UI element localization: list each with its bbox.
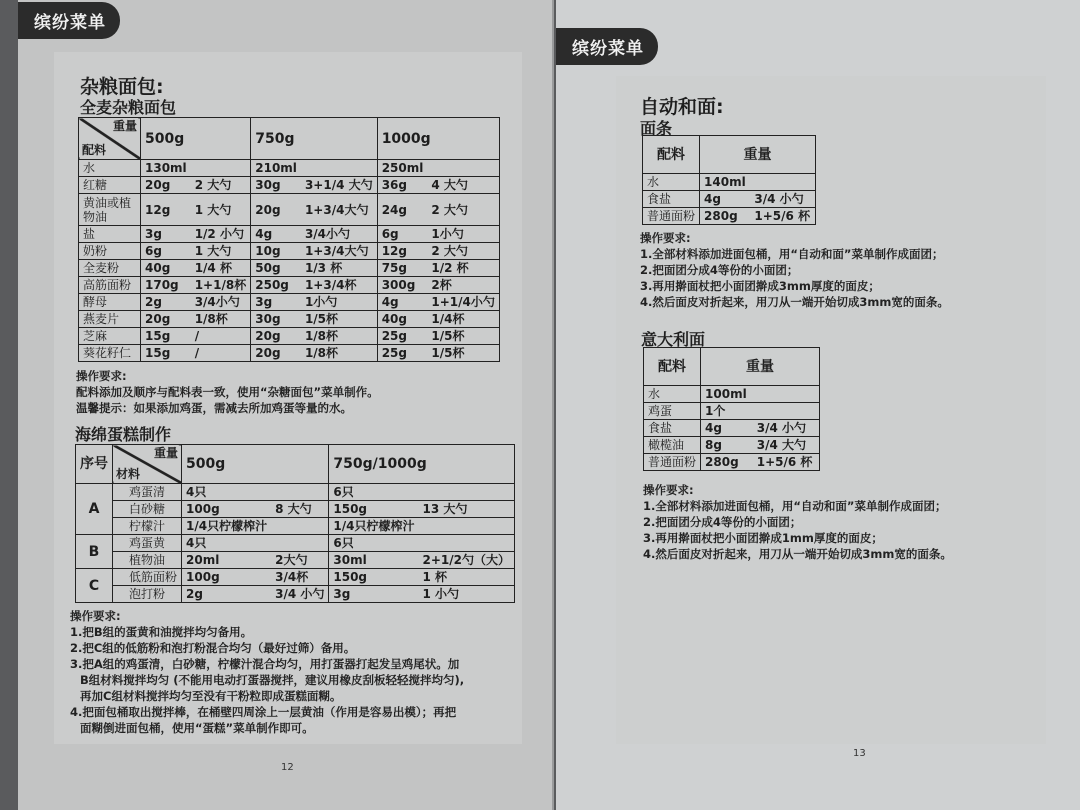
grams-cell: 130ml bbox=[141, 160, 191, 177]
grams-cell: 40g bbox=[141, 260, 191, 277]
ingredient-cell: 奶粉 bbox=[79, 243, 141, 260]
size-header: 750g/1000g bbox=[329, 445, 515, 484]
amount-cell: 1/4只柠檬榨汁 bbox=[182, 518, 272, 535]
measure-cell: 1 小勺 bbox=[418, 586, 514, 603]
bread-notes bbox=[76, 368, 379, 416]
note-line: 4.然后面皮对折起来，用刀从一端开始切成3mm宽的面条。 bbox=[640, 295, 949, 309]
spoons-cell: 2 大勺 bbox=[191, 177, 251, 194]
grams-cell: 4g bbox=[251, 226, 301, 243]
grams-cell: 20g bbox=[141, 311, 191, 328]
grams-cell: 300g bbox=[377, 277, 427, 294]
grams-cell: 30g bbox=[251, 177, 301, 194]
spoons-cell: 3/4 小勺 bbox=[750, 191, 815, 208]
size-header: 1000g bbox=[377, 118, 499, 160]
note-line: 3.再用擀面杖把小面团擀成3mm厚度的面皮； bbox=[640, 279, 880, 293]
seq-header: 序号 bbox=[76, 445, 113, 484]
ingredient-cell: 水 bbox=[79, 160, 141, 177]
bread-table bbox=[78, 117, 500, 362]
table-row bbox=[643, 191, 816, 208]
grams-cell: 6g bbox=[141, 243, 191, 260]
ingredient-cell: 酵母 bbox=[79, 294, 141, 311]
table-row bbox=[76, 569, 515, 586]
note-line: 2.把面团分成4等份的小面团； bbox=[643, 515, 802, 529]
table-row bbox=[76, 586, 515, 603]
table-row bbox=[76, 518, 515, 535]
material-cell: 植物油 bbox=[113, 552, 182, 569]
grams-cell: 2g bbox=[141, 294, 191, 311]
note-line: 配料添加及顺序与配料表一致，使用“杂糖面包”菜单制作。 bbox=[76, 385, 379, 399]
spoons-cell: 1小勺 bbox=[427, 226, 499, 243]
spoons-cell bbox=[427, 160, 499, 177]
grams-cell: 3g bbox=[141, 226, 191, 243]
grams-cell: 4g bbox=[377, 294, 427, 311]
weight-header: 重量 bbox=[701, 348, 820, 386]
size-header: 500g bbox=[141, 118, 251, 160]
grams-cell: 20g bbox=[251, 328, 301, 345]
notes-heading: 操作要求: bbox=[70, 609, 121, 623]
table-row bbox=[76, 552, 515, 569]
spoons-cell: 1+3/4大勺 bbox=[301, 243, 377, 260]
table-row bbox=[79, 345, 500, 362]
grams-cell: 15g bbox=[141, 328, 191, 345]
spoons-cell: 1/4杯 bbox=[427, 311, 499, 328]
amount-cell: 3g bbox=[329, 586, 419, 603]
table-row bbox=[79, 294, 500, 311]
grams-cell: 20g bbox=[141, 177, 191, 194]
spoons-cell: 1/4 杯 bbox=[191, 260, 251, 277]
noodle-table bbox=[642, 135, 816, 225]
spoons-cell: 1/3 杯 bbox=[301, 260, 377, 277]
measure-cell bbox=[271, 484, 329, 501]
spoons-cell: 3/4 小勺 bbox=[753, 420, 820, 437]
ingredient-cell: 橄榄油 bbox=[644, 437, 701, 454]
spoons-cell: 1/8杯 bbox=[301, 328, 377, 345]
pasta-title: 意大利面 bbox=[641, 330, 706, 349]
table-row bbox=[79, 160, 500, 177]
note-line: B组材料搅拌均匀 (不能用电动打蛋器搅拌，建议用橡皮刮板轻轻搅拌均匀), bbox=[80, 673, 465, 687]
weight-label: 重量 bbox=[112, 119, 137, 133]
grams-cell: 75g bbox=[377, 260, 427, 277]
header-row bbox=[643, 136, 816, 174]
spoons-cell: 2 大勺 bbox=[427, 243, 499, 260]
spoons-cell: 1+5/6 杯 bbox=[750, 208, 815, 225]
table-row bbox=[643, 174, 816, 191]
spoons-cell bbox=[191, 160, 251, 177]
grams-cell: 280g bbox=[700, 208, 751, 225]
spoons-cell: 4 大勺 bbox=[427, 177, 499, 194]
pasta-table bbox=[643, 347, 820, 471]
note-line: 4.把面包桶取出搅拌棒，在桶壁四周涂上一层黄油（作用是容易出模）；再把 bbox=[70, 705, 457, 719]
ingredient-cell: 盐 bbox=[79, 226, 141, 243]
note-line: 2.把C组的低筋粉和泡打粉混合均匀（最好过筛）备用。 bbox=[70, 641, 356, 655]
measure-cell bbox=[271, 535, 329, 552]
weight-header: 重量 bbox=[700, 136, 816, 174]
table-row bbox=[79, 311, 500, 328]
material-cell: 白砂糖 bbox=[113, 501, 182, 518]
page-number: 12 bbox=[281, 762, 294, 773]
measure-cell: 8 大勺 bbox=[271, 501, 329, 518]
measure-cell bbox=[418, 518, 514, 535]
table-row bbox=[79, 226, 500, 243]
table-row bbox=[79, 328, 500, 345]
measure-cell: 3/4杯 bbox=[271, 569, 329, 586]
amount-cell: 150g bbox=[329, 569, 419, 586]
ingredient-cell: 普通面粉 bbox=[644, 454, 701, 471]
spoons-cell: 2杯 bbox=[427, 277, 499, 294]
grams-cell: 4g bbox=[700, 191, 751, 208]
amount-cell: 6只 bbox=[329, 484, 419, 501]
sponge-table bbox=[75, 444, 515, 603]
grams-cell: 12g bbox=[141, 194, 191, 226]
grams-cell: 170g bbox=[141, 277, 191, 294]
grams-cell: 8g bbox=[701, 437, 753, 454]
grams-cell: 30g bbox=[251, 311, 301, 328]
ingredient-cell: 食盐 bbox=[644, 420, 701, 437]
ingredient-cell: 普通面粉 bbox=[643, 208, 700, 225]
ingredient-cell: 高筋面粉 bbox=[79, 277, 141, 294]
spoons-cell: 3+1/4 大勺 bbox=[301, 177, 377, 194]
spoons-cell: 1/5杯 bbox=[427, 328, 499, 345]
notes-heading: 操作要求: bbox=[643, 483, 694, 497]
corner-header bbox=[79, 118, 141, 160]
section-header: 缤纷菜单 bbox=[18, 2, 120, 39]
table-row bbox=[79, 243, 500, 260]
ingredient-label: 材料 bbox=[116, 467, 141, 481]
material-cell: 泡打粉 bbox=[113, 586, 182, 603]
grams-cell: 250ml bbox=[377, 160, 427, 177]
sponge-notes bbox=[70, 608, 464, 736]
note-line: 1.全部材料添加进面包桶，用“自动和面”菜单制作成面团； bbox=[643, 499, 947, 513]
page-title: 杂粮面包: bbox=[80, 76, 164, 98]
spoons-cell: 3/4 大勺 bbox=[753, 437, 820, 454]
amount-cell: 4只 bbox=[182, 484, 272, 501]
note-line: 2.把面团分成4等份的小面团； bbox=[640, 263, 799, 277]
spoons-cell: 1/8杯 bbox=[191, 311, 251, 328]
table-row bbox=[79, 277, 500, 294]
table-row bbox=[644, 386, 820, 403]
measure-cell: 13 大勺 bbox=[418, 501, 514, 518]
grams-cell: 210ml bbox=[251, 160, 301, 177]
spoons-cell: 1+3/4杯 bbox=[301, 277, 377, 294]
ingredient-cell: 芝麻 bbox=[79, 328, 141, 345]
spoons-cell: 2 大勺 bbox=[427, 194, 499, 226]
sponge-title: 海绵蛋糕制作 bbox=[75, 425, 172, 444]
spoons-cell: 1小勺 bbox=[301, 294, 377, 311]
grams-cell: 280g bbox=[701, 454, 753, 471]
ingredient-cell: 水 bbox=[644, 386, 701, 403]
spoons-cell bbox=[301, 160, 377, 177]
spoons-cell: 1/5杯 bbox=[301, 311, 377, 328]
grams-cell: 100ml bbox=[701, 386, 753, 403]
amount-cell: 100g bbox=[182, 569, 272, 586]
measure-cell bbox=[271, 518, 329, 535]
right-page bbox=[556, 0, 1080, 810]
pasta-notes bbox=[643, 482, 952, 562]
grams-cell: 36g bbox=[377, 177, 427, 194]
grams-cell: 50g bbox=[251, 260, 301, 277]
recipe-title: 全麦杂粮面包 bbox=[80, 98, 177, 117]
weight-label: 重量 bbox=[154, 446, 179, 460]
ingredient-header: 配料 bbox=[643, 136, 700, 174]
notes-heading: 操作要求: bbox=[640, 231, 691, 245]
spoons-cell: / bbox=[191, 328, 251, 345]
header-row bbox=[76, 445, 515, 484]
table-row bbox=[79, 177, 500, 194]
grams-cell: 25g bbox=[377, 328, 427, 345]
spoons-cell: 1 大勺 bbox=[191, 194, 251, 226]
ingredient-cell: 黄油或植物油 bbox=[79, 194, 141, 226]
noodle-notes bbox=[640, 230, 949, 310]
spoons-cell: 1/2 小勺 bbox=[191, 226, 251, 243]
material-cell: 柠檬汁 bbox=[113, 518, 182, 535]
ingredient-cell: 全麦粉 bbox=[79, 260, 141, 277]
grams-cell: 12g bbox=[377, 243, 427, 260]
note-line: 4.然后面皮对折起来，用刀从一端开始切成3mm宽的面条。 bbox=[643, 547, 952, 561]
section-header: 缤纷菜单 bbox=[556, 28, 658, 65]
amount-cell: 100g bbox=[182, 501, 272, 518]
table-row bbox=[644, 437, 820, 454]
amount-cell: 2g bbox=[182, 586, 272, 603]
ingredient-cell: 红糖 bbox=[79, 177, 141, 194]
grams-cell: 40g bbox=[377, 311, 427, 328]
spoons-cell: / bbox=[191, 345, 251, 362]
grams-cell: 24g bbox=[377, 194, 427, 226]
grams-cell: 20g bbox=[251, 345, 301, 362]
ingredient-cell: 燕麦片 bbox=[79, 311, 141, 328]
measure-cell: 2+1/2勺（大） bbox=[418, 552, 514, 569]
table-row bbox=[76, 535, 515, 552]
grams-cell: 250g bbox=[251, 277, 301, 294]
left-page bbox=[18, 0, 554, 810]
spoons-cell: 1/5杯 bbox=[427, 345, 499, 362]
ingredient-cell: 鸡蛋 bbox=[644, 403, 701, 420]
size-header: 750g bbox=[251, 118, 377, 160]
grams-cell: 6g bbox=[377, 226, 427, 243]
note-line: 3.把A组的鸡蛋清，白砂糖，柠檬汁混合均匀，用打蛋器打起发呈鸡尾状。加 bbox=[70, 657, 460, 671]
note-line: 温馨提示：如果添加鸡蛋，需减去所加鸡蛋等量的水。 bbox=[76, 401, 352, 415]
table-row bbox=[644, 403, 820, 420]
spoons-cell: 1+5/6 杯 bbox=[753, 454, 820, 471]
ingredient-cell: 水 bbox=[643, 174, 700, 191]
header-row bbox=[644, 348, 820, 386]
measure-cell: 2大勺 bbox=[271, 552, 329, 569]
amount-cell: 1/4只柠檬榨汁 bbox=[329, 518, 419, 535]
spoons-cell: 3/4小勺 bbox=[301, 226, 377, 243]
header-row bbox=[79, 118, 500, 160]
group-label: A bbox=[76, 484, 113, 535]
grams-cell: 140ml bbox=[700, 174, 751, 191]
table-row bbox=[644, 454, 820, 471]
spoons-cell: 1/8杯 bbox=[301, 345, 377, 362]
note-line: 再加C组材料搅拌均匀至没有干粉粒即成蛋糕面糊。 bbox=[80, 689, 342, 703]
table-row bbox=[644, 420, 820, 437]
material-cell: 鸡蛋黄 bbox=[113, 535, 182, 552]
grams-cell: 4g bbox=[701, 420, 753, 437]
grams-cell: 10g bbox=[251, 243, 301, 260]
spoons-cell bbox=[753, 386, 820, 403]
measure-cell bbox=[418, 484, 514, 501]
page-title: 自动和面: bbox=[640, 96, 724, 118]
notes-heading: 操作要求: bbox=[76, 369, 127, 383]
grams-cell: 1个 bbox=[701, 403, 753, 420]
table-row bbox=[76, 484, 515, 501]
amount-cell: 4只 bbox=[182, 535, 272, 552]
spoons-cell: 1+3/4大勺 bbox=[301, 194, 377, 226]
grams-cell: 15g bbox=[141, 345, 191, 362]
ingredient-label: 配料 bbox=[82, 143, 107, 157]
material-cell: 鸡蛋清 bbox=[113, 484, 182, 501]
grams-cell: 25g bbox=[377, 345, 427, 362]
measure-cell: 3/4 小勺 bbox=[271, 586, 329, 603]
amount-cell: 20ml bbox=[182, 552, 272, 569]
note-line: 3.再用擀面杖把小面团擀成1mm厚度的面皮； bbox=[643, 531, 883, 545]
note-line: 1.全部材料添加进面包桶，用“自动和面”菜单制作成面团； bbox=[640, 247, 944, 261]
page-number: 13 bbox=[853, 748, 866, 759]
grams-cell: 20g bbox=[251, 194, 301, 226]
grams-cell: 3g bbox=[251, 294, 301, 311]
corner-header bbox=[113, 445, 182, 484]
table-row bbox=[643, 208, 816, 225]
group-label: B bbox=[76, 535, 113, 569]
measure-cell: 1 杯 bbox=[418, 569, 514, 586]
spoons-cell bbox=[750, 174, 815, 191]
ingredient-cell: 食盐 bbox=[643, 191, 700, 208]
spoons-cell: 1 大勺 bbox=[191, 243, 251, 260]
note-line: 1.把B组的蛋黄和油搅拌均匀备用。 bbox=[70, 625, 253, 639]
table-row bbox=[79, 194, 500, 226]
group-label: C bbox=[76, 569, 113, 603]
material-cell: 低筋面粉 bbox=[113, 569, 182, 586]
ingredient-header: 配料 bbox=[644, 348, 701, 386]
size-header: 500g bbox=[182, 445, 329, 484]
spoons-cell: 1+1/8杯 bbox=[191, 277, 251, 294]
note-line: 面糊倒进面包桶，使用“蛋糕”菜单制作即可。 bbox=[80, 721, 314, 735]
spoons-cell bbox=[753, 403, 820, 420]
spoons-cell: 1+1/4小勺 bbox=[427, 294, 499, 311]
table-row bbox=[79, 260, 500, 277]
noodle-title: 面条 bbox=[640, 119, 673, 138]
measure-cell bbox=[418, 535, 514, 552]
amount-cell: 6只 bbox=[329, 535, 419, 552]
spoons-cell: 1/2 杯 bbox=[427, 260, 499, 277]
amount-cell: 150g bbox=[329, 501, 419, 518]
ingredient-cell: 葵花籽仁 bbox=[79, 345, 141, 362]
table-row bbox=[76, 501, 515, 518]
amount-cell: 30ml bbox=[329, 552, 419, 569]
spoons-cell: 3/4小勺 bbox=[191, 294, 251, 311]
